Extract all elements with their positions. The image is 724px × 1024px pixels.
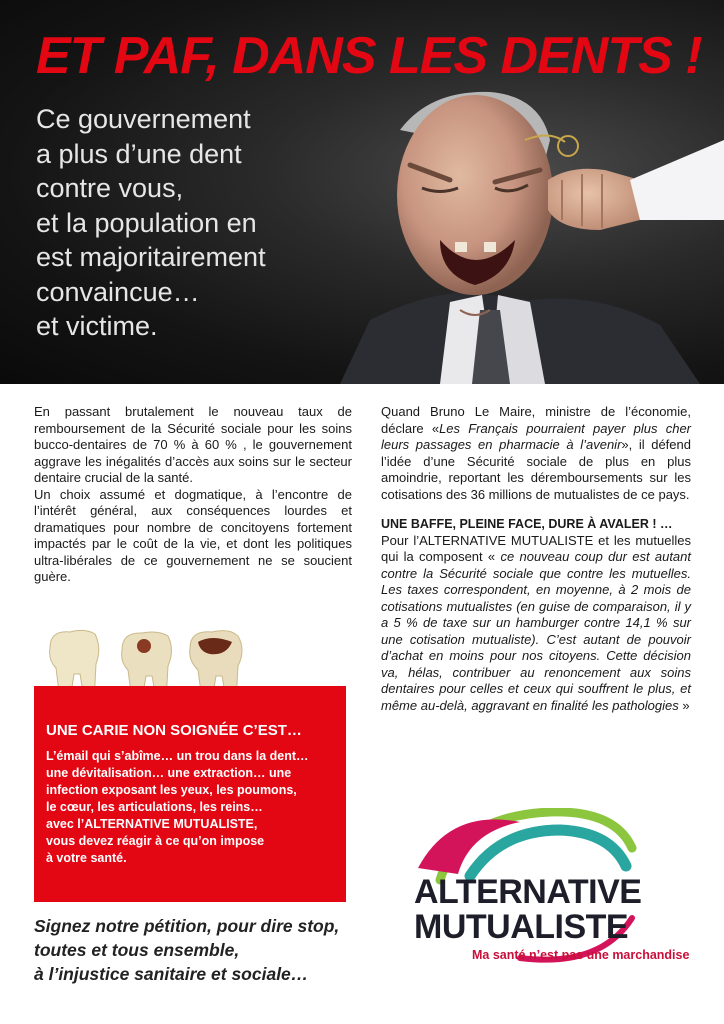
right-intro-paragraph: [381, 404, 691, 503]
right-column: [381, 404, 691, 714]
left-paragraph: En passant brutalement le nouveau taux de remboursement de la Sécurité sociale pour les soins bucco-dentaires de 70 % à 60 % , le gouvernement aggrave les inégalités d’accès aux soins sur le secteur dentaire crucial de la santé.: [34, 404, 352, 485]
logo-title-line1: ALTERNATIVE: [414, 873, 642, 911]
right-body-paragraph: [381, 533, 691, 715]
box-line: vous devez réagir à ce qu’on impose: [46, 834, 265, 848]
subheadline-line: convaincue…: [36, 276, 200, 307]
subheadline: [36, 102, 266, 344]
subheadline-line: et victime.: [36, 311, 158, 341]
body-text: Pour l’ALTERNATIVE MUTUALISTE et les mutuelles qui la composent «: [381, 532, 691, 564]
box-line: infection exposant les yeux, les poumons,: [46, 783, 297, 797]
cavity-info-box: [34, 686, 346, 902]
petition-line: à l’injustice sanitaire et sociale…: [34, 964, 309, 984]
intro-text: Quand Bruno Le Maire, ministre de l’économie, déclare «: [381, 404, 691, 436]
body-quote: ce nouveau coup dur est autant contre la Sécurité sociale que contre les mutuelles. Les taxes correspondent, en moyenne, à 2 mois de cotisations mutualistes (en guise de comparaison, il y a 5 % de taxe sur un hamburger contre 14,1 % sur une cotisation mutualiste). C’est autant de pouvoir d’achat en moins pour nos citoyens. Cette décision va, hélas, contribuer au renoncement aux soins dentaires pour celles et ceux qui souffrent le plus, et même au-delà, aggravant en finalité les pathologies: [381, 549, 692, 713]
intro-text: », il défend l’idée d’une Sécurité sociale de plus en plus amoindrie, reportant les déremboursements sur les cotisations des 36 millions de mutualistes de ce pays.: [381, 437, 691, 502]
petition-call: [34, 914, 364, 986]
subheadline-line: a plus d’une dent: [36, 138, 242, 169]
logo-tagline: Ma santé n’est pas une marchandise: [472, 948, 690, 962]
subheadline-line: contre vous,: [36, 173, 184, 203]
left-paragraph: Un choix assumé et dogmatique, à l’encontre de l’intérêt général, aux conséquences lourdes et dramatiques pour nombre de concitoyens fortement impactés par le coût de la vie, et dont les politiques ultra-libérales de ce gouvernement ne se soucient guère.: [34, 486, 352, 584]
headline: ET PAF, DANS LES DENTS !: [36, 27, 702, 85]
box-line: le cœur, les articulations, les reins…: [46, 800, 263, 814]
man-punched-photo: [300, 70, 724, 384]
alternative-mutualiste-logo: [400, 808, 690, 968]
box-line: à votre santé.: [46, 851, 127, 865]
body-text: »: [682, 697, 690, 713]
hero-banner: [0, 0, 724, 384]
subheadline-line: est majoritairement: [36, 242, 266, 272]
right-heading: UNE BAFFE, PLEINE FACE, DURE À AVALER ! …: [381, 517, 673, 531]
box-line: une dévitalisation… une extraction… une: [46, 766, 292, 780]
intro-quote: Les Français pourraient payer plus cher leurs passages en pharmacie à l’avenir: [381, 420, 692, 452]
subheadline-line: et la population en: [36, 207, 257, 238]
petition-line: toutes et tous ensemble,: [34, 940, 240, 960]
box-line: avec l’ALTERNATIVE MUTUALISTE,: [46, 817, 258, 831]
left-column: [34, 404, 352, 586]
box-title: UNE CARIE NON SOIGNÉE C’EST…: [46, 722, 302, 739]
subheadline-line: Ce gouvernement: [36, 104, 251, 134]
box-line: L’émail qui s’abîme… un trou dans la dent…: [46, 749, 309, 763]
box-text: [46, 748, 342, 867]
petition-line: Signez notre pétition, pour dire stop,: [34, 916, 340, 936]
logo-title-line2: MUTUALISTE: [414, 908, 629, 946]
